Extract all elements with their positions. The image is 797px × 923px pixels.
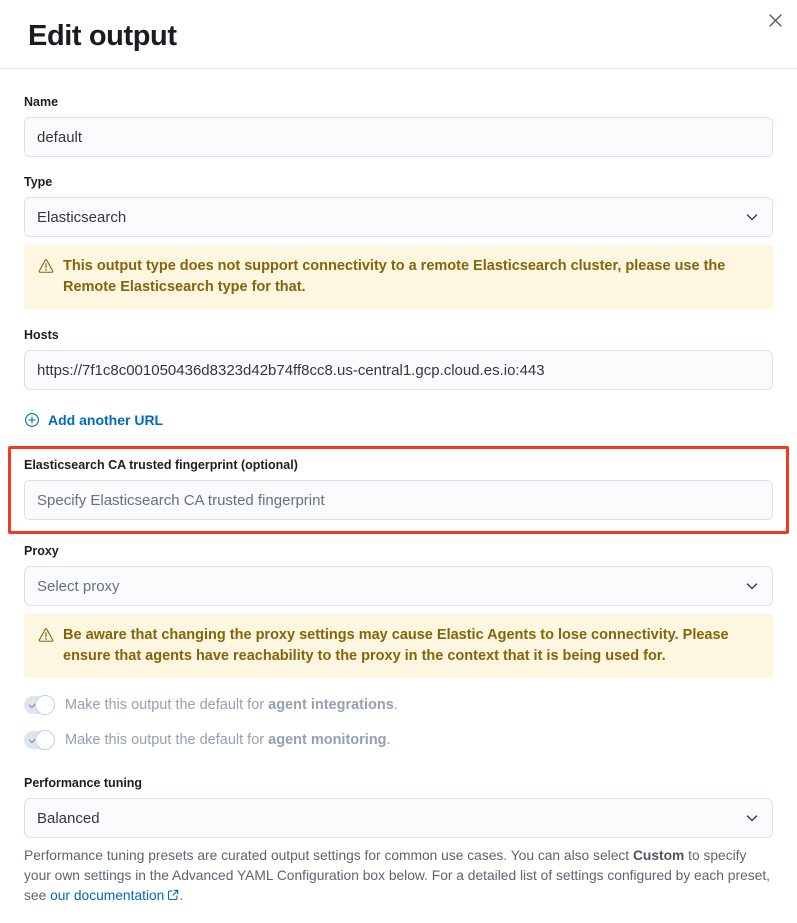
- proxy-warning-text: Be aware that changing the proxy settings may cause Elastic Agents to lose connectivity. Please ensure that agents have reachability to the proxy in the context that it is being used for.: [63, 627, 729, 664]
- proxy-label: Proxy: [24, 544, 59, 558]
- switch-knob: [35, 695, 55, 715]
- performance-label: Performance tuning: [24, 776, 143, 790]
- default-monitoring-row: [24, 730, 773, 750]
- default-monitoring-toggle[interactable]: [24, 731, 54, 749]
- warning-icon: [38, 627, 54, 643]
- proxy-warning-callout: [24, 614, 773, 678]
- performance-help-text: Performance tuning presets are curated output settings for common use cases. You can also select Custom to specify your own settings in the Advanced YAML Configuration box below. For a detailed list of settings configured by each preset, see our documentation .: [24, 846, 773, 923]
- close-icon[interactable]: [763, 8, 787, 32]
- type-select-value: Elasticsearch: [37, 208, 127, 226]
- default-monitoring-label: Make this output the default for agent monitoring.: [65, 732, 391, 748]
- fingerprint-label: Elasticsearch CA trusted fingerprint (optional): [24, 458, 298, 472]
- chevron-down-icon: [744, 578, 760, 594]
- type-label: Type: [24, 175, 53, 189]
- default-integrations-toggle[interactable]: [24, 696, 54, 714]
- annotation-highlight: [8, 446, 789, 534]
- page-title: Edit output: [28, 20, 177, 52]
- proxy-group: [24, 544, 773, 606]
- documentation-link[interactable]: our documentation: [50, 888, 165, 903]
- fingerprint-group: [24, 458, 773, 520]
- performance-select[interactable]: [24, 798, 773, 838]
- name-label: Name: [24, 95, 59, 109]
- performance-select-value: Balanced: [37, 809, 100, 827]
- add-url-button[interactable]: [24, 412, 163, 428]
- flyout-body: [0, 69, 797, 923]
- add-url-label: Add another URL: [48, 412, 164, 428]
- default-integrations-label: Make this output the default for agent integrations.: [65, 697, 398, 713]
- hosts-label: Hosts: [24, 328, 59, 342]
- plus-circle-icon: [24, 412, 40, 428]
- proxy-select-placeholder: Select proxy: [37, 577, 120, 595]
- chevron-down-icon: [744, 209, 760, 225]
- warning-icon: [38, 258, 54, 274]
- hosts-input[interactable]: [24, 350, 773, 390]
- default-integrations-row: [24, 695, 773, 715]
- fingerprint-input[interactable]: [24, 480, 773, 520]
- switch-knob: [35, 730, 55, 750]
- performance-group: [24, 776, 773, 838]
- type-select[interactable]: [24, 197, 773, 237]
- proxy-select[interactable]: [24, 566, 773, 606]
- flyout-header: [0, 0, 797, 69]
- name-group: [24, 95, 773, 157]
- type-group: [24, 175, 773, 237]
- hosts-group: [24, 328, 773, 390]
- type-warning-text: This output type does not support connectivity to a remote Elasticsearch cluster, please use the Remote Elasticsearch type for that.: [63, 258, 726, 295]
- external-link-icon: [167, 887, 179, 907]
- name-input[interactable]: [24, 117, 773, 157]
- chevron-down-icon: [744, 810, 760, 826]
- type-warning-callout: [24, 245, 773, 309]
